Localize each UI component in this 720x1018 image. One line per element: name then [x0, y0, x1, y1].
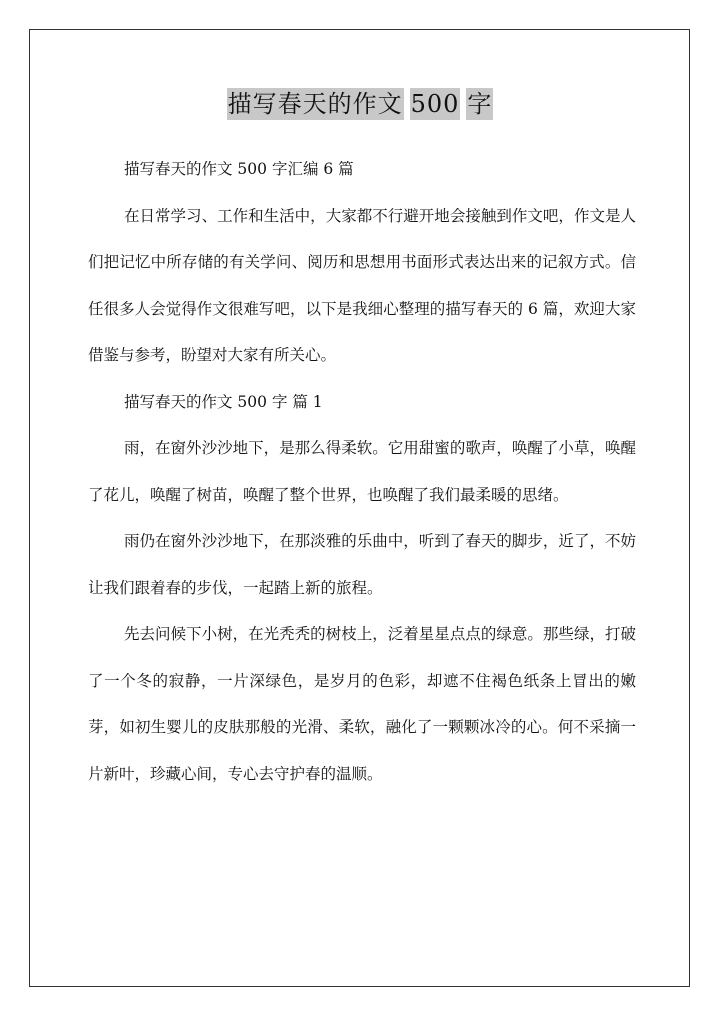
body-paragraph: 先去问候下小树，在光秃秃的树枝上，泛着星星点点的绿意。那些绿，打破了一个冬的寂静，一片深绿色，是岁月的色彩，却遮不住褐色纸条上冒出的嫩芽，如初生婴儿的皮肤那般的光滑、柔软，融化了一颗颗冰冷的心。何不采摘一片新叶，珍藏心间，专心去守护春的温顺。 [88, 625, 636, 783]
title-text-1: 描写春天的作文 [227, 90, 403, 118]
title-text-2: 500 [410, 90, 460, 118]
document-body [88, 146, 636, 797]
title-container [0, 84, 720, 124]
body-paragraph: 雨，在窗外沙沙地下，是那么得柔软。它用甜蜜的歌声，唤醒了小草，唤醒了花儿，唤醒了树苗，唤醒了整个世界，也唤醒了我们最柔暖的思绪。 [88, 439, 636, 504]
intro-paragraph: 在日常学习、工作和生活中，大家都不行避开地会接触到作文吧，作文是人们把记忆中所存储的有关学问、阅历和思想用书面形式表达出来的记叙方式。信任很多人会觉得作文很难写吧，以下是我细心整理的描写春天的 6 篇，欢迎大家借鉴与参考，盼望对大家有所关心。 [88, 206, 636, 364]
subtitle-paragraph: 描写春天的作文 500 字汇编 6 篇 [124, 160, 354, 178]
body-paragraph: 雨仍在窗外沙沙地下，在那淡雅的乐曲中，听到了春天的脚步，近了，不妨让我们跟着春的步伐，一起踏上新的旅程。 [88, 532, 636, 597]
section-heading: 描写春天的作文 500 字 篇 1 [124, 392, 323, 411]
title-text-3: 字 [467, 90, 493, 118]
document-title [227, 84, 494, 124]
